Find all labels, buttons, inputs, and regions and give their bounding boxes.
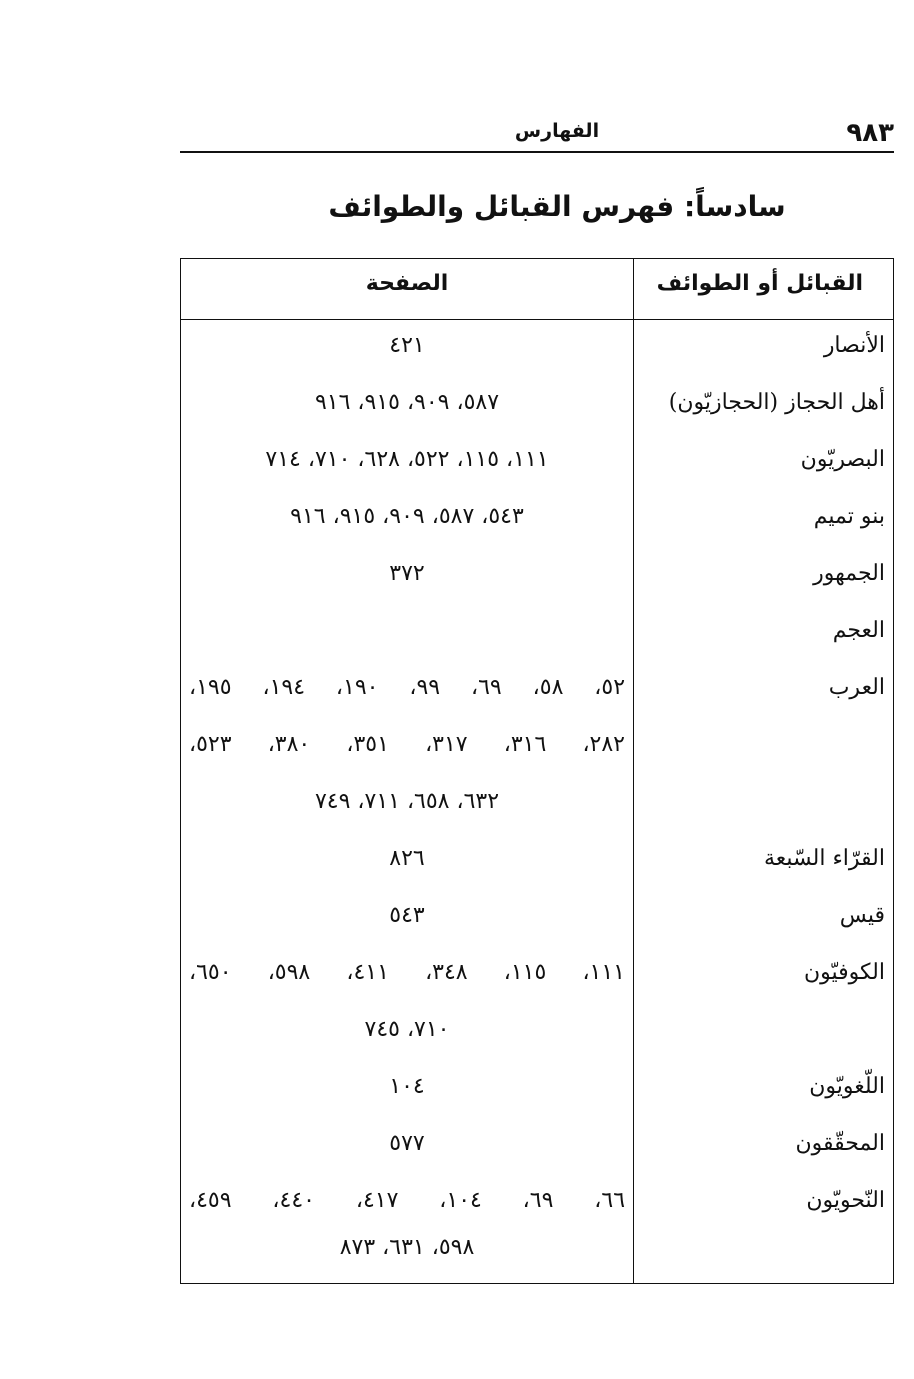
tribe-name: العرب bbox=[828, 675, 885, 700]
table-row bbox=[181, 606, 893, 663]
tribe-name: اللّغويّون bbox=[809, 1074, 885, 1099]
table-row bbox=[181, 1005, 893, 1062]
page-refs: ٥٤٣، ٥٨٧، ٩٠٩، ٩١٥، ٩١٦ bbox=[290, 504, 524, 529]
table-row bbox=[181, 321, 893, 378]
page-refs: ٤٢١ bbox=[389, 333, 425, 358]
tribe-name: الأنصار bbox=[823, 333, 885, 358]
tribe-name: النّحويّون bbox=[806, 1188, 885, 1213]
table-row bbox=[181, 378, 893, 435]
tribe-name: الجمهور bbox=[813, 561, 885, 586]
page-refs: ٦٣٢، ٦٥٨، ٧١١، ٧٤٩ bbox=[314, 789, 500, 814]
running-head bbox=[180, 118, 894, 152]
tribe-name: بنو تميم bbox=[813, 504, 885, 529]
page-number: ٩٨٣ bbox=[846, 118, 894, 148]
page-refs: ١٠٤ bbox=[389, 1074, 425, 1099]
column-header-tribes: القبائل أو الطوائف bbox=[656, 271, 863, 296]
tribe-name: العجم bbox=[832, 618, 885, 643]
header-rule bbox=[180, 151, 894, 153]
tribe-name: قيس bbox=[839, 903, 885, 928]
tribe-name: البصريّون bbox=[800, 447, 885, 472]
column-header-page: الصفحة bbox=[365, 271, 449, 296]
page-refs: ٥٨٧، ٩٠٩، ٩١٥، ٩١٦ bbox=[314, 390, 500, 415]
page-refs: ١١١، ١١٥، ٥٢٢، ٦٢٨، ٧١٠، ٧١٤ bbox=[265, 447, 549, 472]
tribe-name: القرّاء السّبعة bbox=[763, 846, 885, 871]
section-title: سادساً: فهرس القبائل والطوائف bbox=[328, 190, 786, 223]
page-refs: ٥٧٧ bbox=[389, 1131, 425, 1156]
index-table bbox=[180, 258, 894, 1284]
table-row bbox=[181, 1119, 893, 1176]
tribe-name: أهل الحجاز (الحجازيّون) bbox=[668, 390, 885, 415]
table-row bbox=[181, 1062, 893, 1119]
page-refs: ٢٨٢، ٣١٦، ٣١٧، ٣٥١، ٣٨٠، ٥٢٣، bbox=[189, 732, 625, 757]
tribe-name: المحقّقون bbox=[795, 1131, 885, 1156]
page-refs: ١١١، ١١٥، ٣٤٨، ٤١١، ٥٩٨، ٦٥٠، bbox=[189, 960, 625, 985]
table-row bbox=[181, 891, 893, 948]
table-row bbox=[181, 435, 893, 492]
table-row bbox=[181, 1223, 893, 1280]
page-refs: ٥٩٨، ٦٣١، ٨٧٣ bbox=[339, 1235, 475, 1260]
table-row bbox=[181, 948, 893, 1005]
table-row bbox=[181, 663, 893, 720]
page-refs: ٥٤٣ bbox=[389, 903, 425, 928]
running-head-title: الفهارس bbox=[514, 120, 600, 142]
page-refs: ٧١٠، ٧٤٥ bbox=[364, 1017, 450, 1042]
table-row bbox=[181, 777, 893, 834]
table-row bbox=[181, 549, 893, 606]
table-row bbox=[181, 834, 893, 891]
page-refs: ٦٦، ٦٩، ١٠٤، ٤١٧، ٤٤٠، ٤٥٩، bbox=[189, 1188, 626, 1213]
table-header-row bbox=[181, 259, 893, 320]
page-refs: ٨٢٦ bbox=[389, 846, 425, 871]
table-row bbox=[181, 720, 893, 777]
page-refs: ٥٢، ٥٨، ٦٩، ٩٩، ١٩٠، ١٩٤، ١٩٥، bbox=[189, 675, 626, 700]
table-row bbox=[181, 492, 893, 549]
tribe-name: الكوفيّون bbox=[803, 960, 885, 985]
page-refs: ٣٧٢ bbox=[389, 561, 425, 586]
